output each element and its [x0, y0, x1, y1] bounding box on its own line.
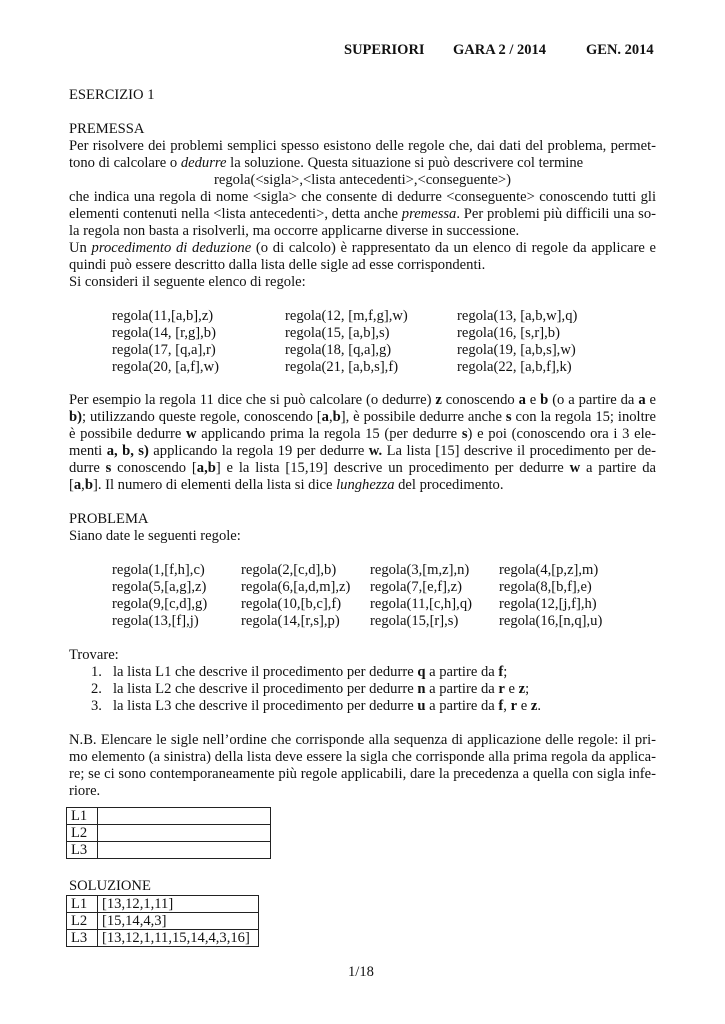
premessa-line-9: Si consideri il seguente elenco di regole:: [69, 274, 306, 290]
example-line-3: è possibile dedurre w applicando prima la regola 15 (per dedurre s) e poi (conoscendo ora i 3 ele-: [69, 426, 657, 442]
table-row: [67, 842, 271, 859]
problem-rule: regola(7,[e,f],z): [370, 579, 462, 595]
task-item-2: la lista L2 che descrive il procedimento per dedurre n a partire da r e z;: [113, 681, 530, 697]
task-number: 1.: [91, 664, 102, 680]
exercise-title: ESERCIZIO 1: [69, 87, 155, 103]
problem-rule: regola(4,[p,z],m): [499, 562, 599, 578]
example-rule: regola(13, [a,b,w],q): [457, 308, 578, 324]
trovare-label: Trovare:: [69, 647, 119, 663]
example-rule: regola(21, [a,b,s],f): [285, 359, 399, 375]
problem-rule: regola(8,[b,f],e): [499, 579, 592, 595]
example-line-2: b); utilizzando queste regole, conoscendo [a,b], è possibile dedurre anche s con la regola 15; inoltre: [69, 409, 656, 425]
nb-line-3: re; se ci sono contemporaneamente più regole applicabili, dare la precedenza a quella con sigla infe-: [69, 766, 656, 782]
example-rule: regola(18, [q,a],g): [285, 342, 392, 358]
nb-line-1: N.B. Elencare le sigle nell’ordine che corrisponde alla sequenza di applicazione delle regole: il pri-: [69, 732, 656, 748]
example-line-4: menti a, b, s) applicando la regola 19 per dedurre w. La lista [15] descrive il procedimento per de-: [69, 443, 657, 459]
example-rule: regola(20, [a,f],w): [112, 359, 219, 375]
row-label: L1: [67, 896, 98, 913]
soluzione-title: SOLUZIONE: [69, 878, 151, 894]
problema-title: PROBLEMA: [69, 511, 149, 527]
page-number: 1/18: [348, 964, 374, 980]
premessa-line-4: che indica una regola di nome <sigla> che consente di dedurre <conseguente> conoscendo tutti gli: [69, 189, 656, 205]
example-rule: regola(12, [m,f,g],w): [285, 308, 408, 324]
answer-field-l1[interactable]: [98, 808, 271, 825]
premessa-line-7: Un procedimento di deduzione (o di calcolo) è rappresentato da un elenco di regole da applicare e: [69, 240, 656, 256]
problem-rule: regola(9,[c,d],g): [112, 596, 208, 612]
nb-line-4: riore.: [69, 783, 101, 799]
example-rule: regola(22, [a,b,f],k): [457, 359, 572, 375]
problem-rule: regola(5,[a,g],z): [112, 579, 207, 595]
example-rule: regola(14, [r,g],b): [112, 325, 216, 341]
example-line-1: Per esempio la regola 11 dice che si può calcolare (o dedurre) z conoscendo a e b (o a partire da a e: [69, 392, 656, 408]
problem-rule: regola(16,[n,q],u): [499, 613, 603, 629]
nb-line-2: mo elemento (a sinistra) della lista deve essere la sigla che corrisponde alla prima regola da applica-: [69, 749, 656, 765]
problem-rule: regola(14,[r,s],p): [241, 613, 340, 629]
row-label: L2: [67, 913, 98, 930]
premessa-title: PREMESSA: [69, 121, 145, 137]
problem-rule: regola(11,[c,h],q): [370, 596, 472, 612]
example-rule: regola(16, [s,r],b): [457, 325, 560, 341]
example-rule: regola(17, [q,a],r): [112, 342, 216, 358]
problem-rule: regola(1,[f,h],c): [112, 562, 205, 578]
table-row: [67, 808, 271, 825]
solution-value: [13,12,1,11,15,14,4,3,16]: [98, 930, 259, 947]
premessa-line-1: Per risolvere dei problemi semplici spesso esistono delle regole che, dai dati del problema, permet-: [69, 138, 656, 154]
example-rule: regola(11,[a,b],z): [112, 308, 214, 324]
problem-rule: regola(6,[a,d,m],z): [241, 579, 351, 595]
solution-table: [66, 895, 259, 947]
example-rule: regola(15, [a,b],s): [285, 325, 390, 341]
example-line-6: [a,b]. Il numero di elementi della lista si dice lunghezza del procedimento.: [69, 477, 504, 493]
answer-table: [66, 807, 271, 859]
problem-rule: regola(13,[f],j): [112, 613, 199, 629]
solution-value: [13,12,1,11]: [98, 896, 259, 913]
problema-intro: Siano date le seguenti regole:: [69, 528, 241, 544]
task-number: 2.: [91, 681, 102, 697]
task-item-1: la lista L1 che descrive il procedimento per dedurre q a partire da f;: [113, 664, 508, 680]
table-row: [67, 930, 259, 947]
solution-value: [15,14,4,3]: [98, 913, 259, 930]
table-row: [67, 825, 271, 842]
answer-field-l2[interactable]: [98, 825, 271, 842]
answer-field-l3[interactable]: [98, 842, 271, 859]
premessa-line-6: la regola non basta a risolverli, ma occorre applicarne diverse in successione.: [69, 223, 520, 239]
problem-rule: regola(3,[m,z],n): [370, 562, 470, 578]
problem-rule: regola(15,[r],s): [370, 613, 459, 629]
header-date: GEN. 2014: [586, 42, 654, 58]
table-row: [67, 896, 259, 913]
premessa-line-2: tono di calcolare o dedurre la soluzione. Questa situazione si può descrivere col termine: [69, 155, 584, 171]
row-label: L2: [67, 825, 98, 842]
header-gara: GARA 2 / 2014: [453, 42, 547, 58]
example-rule: regola(19, [a,b,s],w): [457, 342, 576, 358]
row-label: L1: [67, 808, 98, 825]
row-label: L3: [67, 930, 98, 947]
example-line-5: durre s conoscendo [a,b] e la lista [15,19] descrive un procedimento per dedurre w a partire da: [69, 460, 656, 476]
row-label: L3: [67, 842, 98, 859]
header-level: SUPERIORI: [344, 42, 425, 58]
table-row: [67, 913, 259, 930]
problem-rule: regola(12,[j,f],h): [499, 596, 597, 612]
task-number: 3.: [91, 698, 102, 714]
problem-rule: regola(10,[b,c],f): [241, 596, 342, 612]
rule-formula: regola(<sigla>,<lista antecedenti>,<conseguente>): [214, 172, 511, 188]
premessa-line-5: elementi contenuti nella <lista antecedenti>, detta anche premessa. Per problemi più difficili una so-: [69, 206, 656, 222]
task-item-3: la lista L3 che descrive il procedimento per dedurre u a partire da f, r e z.: [113, 698, 541, 714]
premessa-line-8: quindi può essere descritto dalla lista delle sigle ad esse corrispondenti.: [69, 257, 486, 273]
problem-rule: regola(2,[c,d],b): [241, 562, 337, 578]
